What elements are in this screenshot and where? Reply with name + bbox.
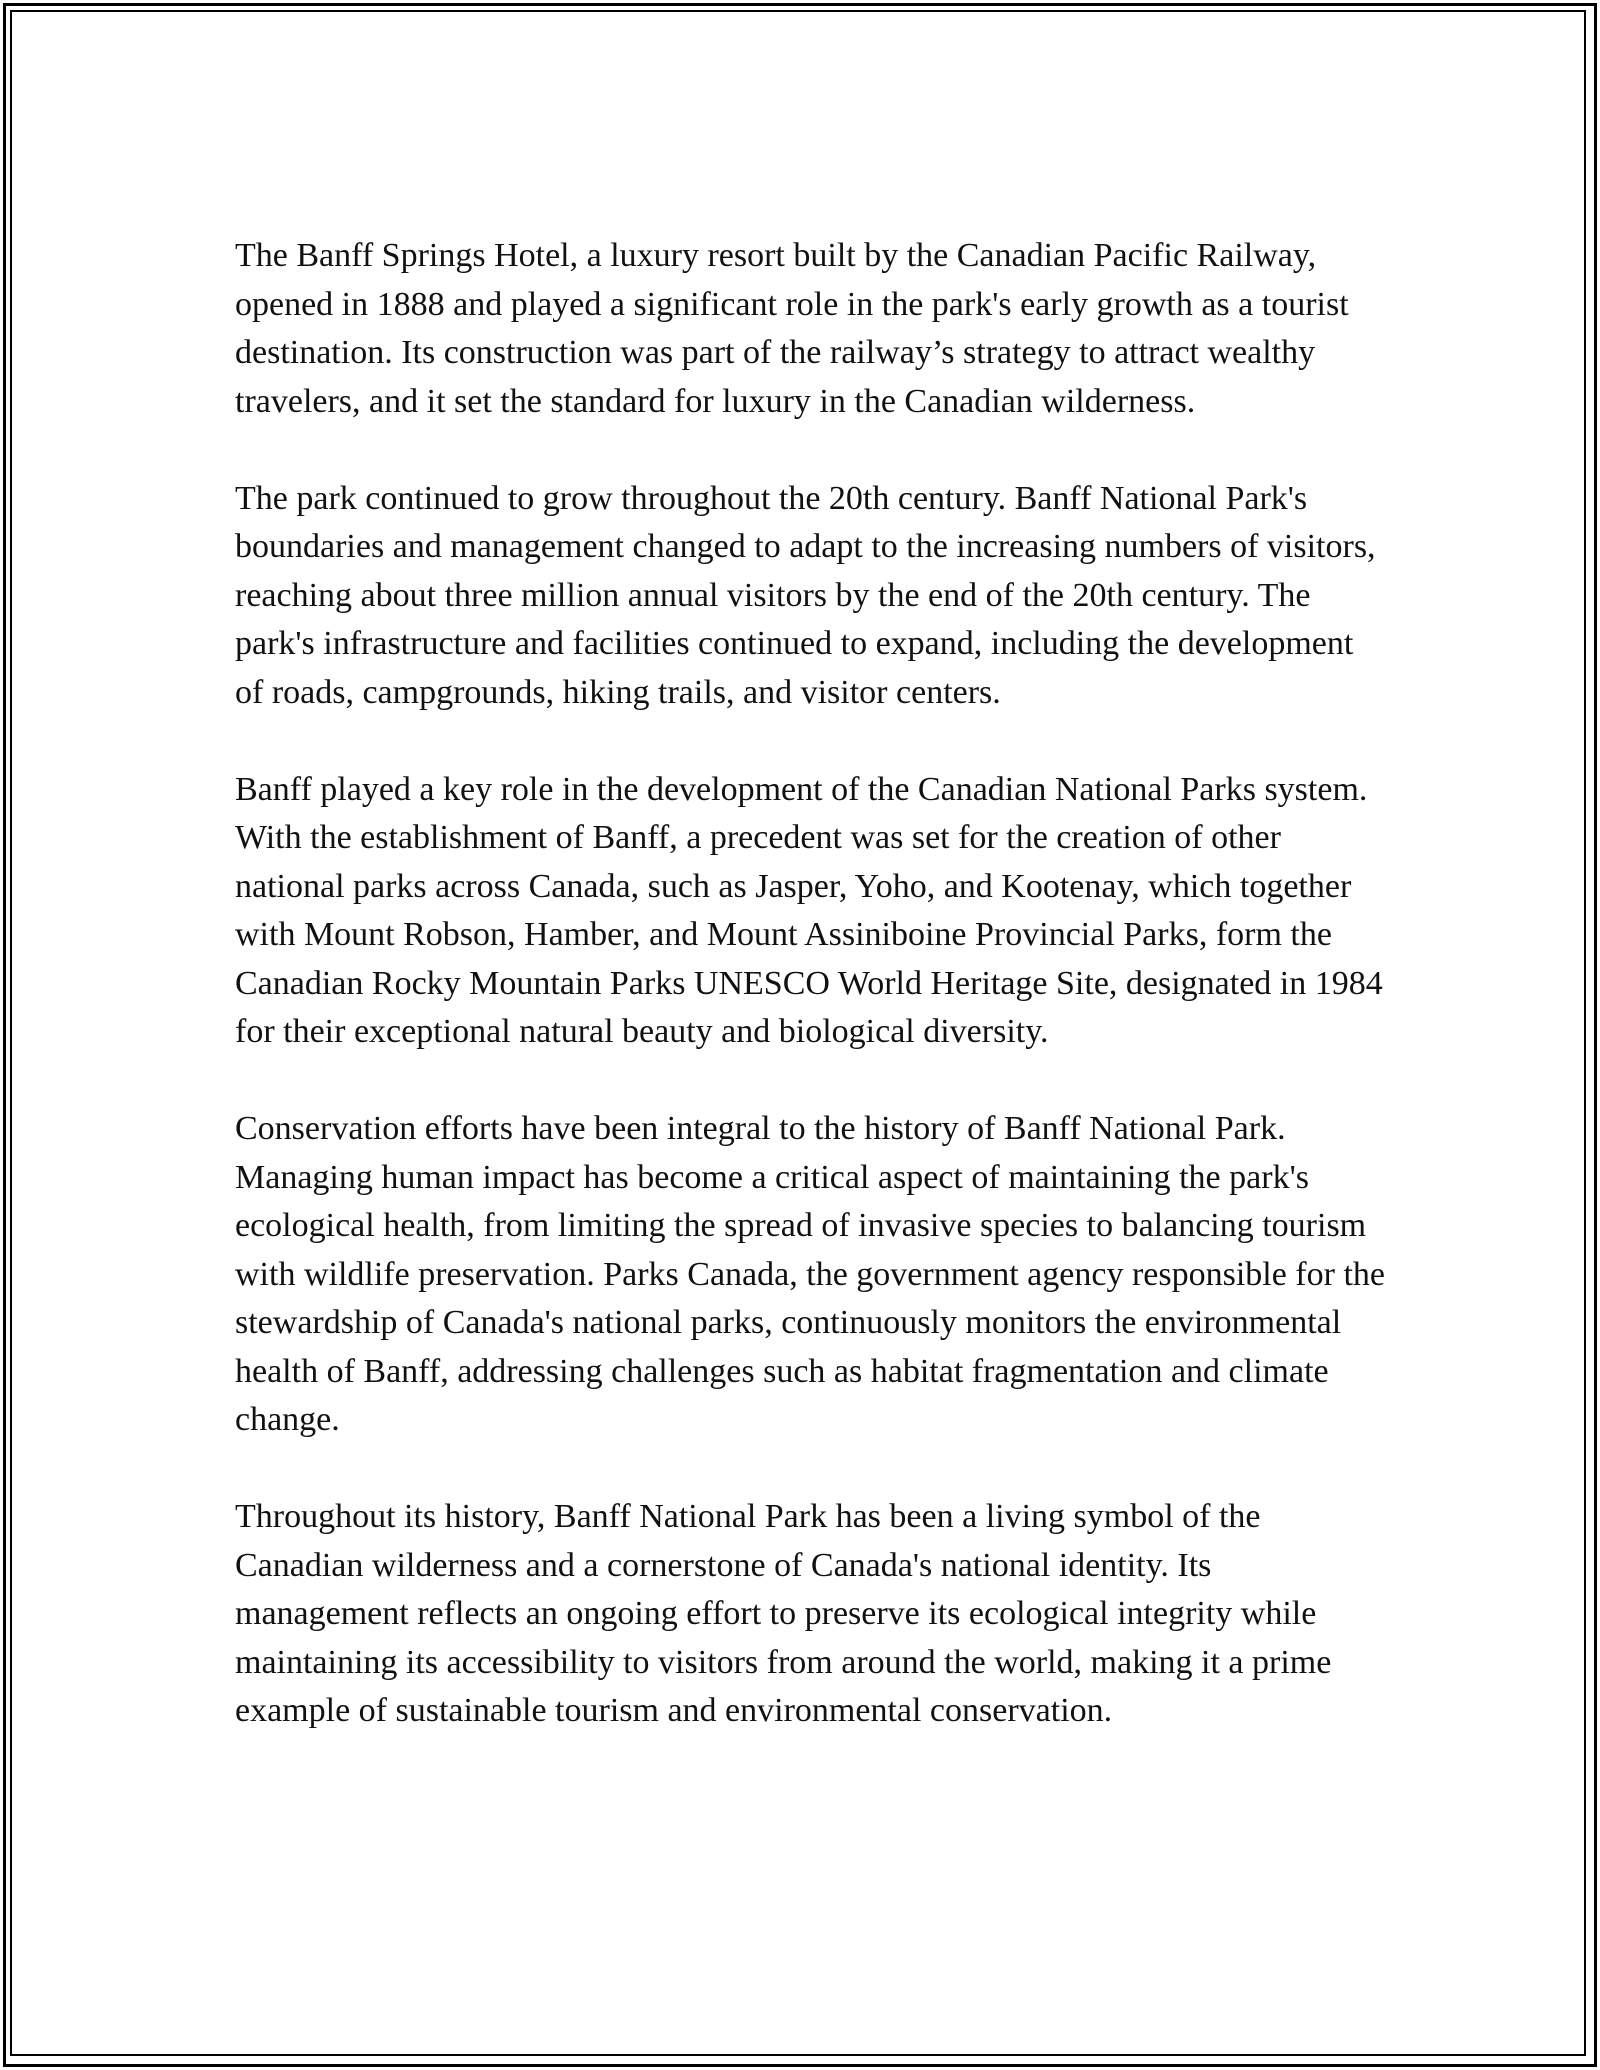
- paragraph-conservation-efforts: Conservation efforts have been integral to the history of Banff National Park. Managing human impact has become a critical aspect of maintaining the park's ecological health, from limiting the spread of invasive species to balancing tourism with wildlife preservation. Parks Canada, the government agency responsible for the stewardship of Canada's national parks, continuously monitors the environmental health of Banff, addressing challenges such as habitat fragmentation and climate change.: [235, 1110, 1385, 1438]
- paragraph-banff-springs-hotel: The Banff Springs Hotel, a luxury resort built by the Canadian Pacific Railway, opened in 1888 and played a significant role in the park's early growth as a tourist destination. Its construction was part of the railway’s strategy to attract wealthy travelers, and it set the standard for luxury in the Canadian wilderness.: [235, 237, 1349, 420]
- paragraph-20th-century-growth: The park continued to grow throughout the 20th century. Banff National Park's boundaries and management changed to adapt to the increasing numbers of visitors, reaching about three million annual visitors by the end of the 20th century. The park's infrastructure and facilities continued to expand, including the development of roads, campgrounds, hiking trails, and visitor centers.: [235, 479, 1376, 711]
- paragraph-national-parks-system: Banff played a key role in the development of the Canadian National Parks system. With the establishment of Banff, a precedent was set for the creation of other national parks across Canada, such as Jasper, Yoho, and Kootenay, which together with Mount Robson, Hamber, and Mount Assiniboine Provincial Parks, form the Canadian Rocky Mountain Parks UNESCO World Heritage Site, designated in 1984 for their exceptional natural beauty and biological diversity.: [235, 770, 1383, 1050]
- paragraph-national-identity: Throughout its history, Banff National Park has been a living symbol of the Canadian wilderness and a cornerstone of Canada's national identity. Its management reflects an ongoing effort to preserve its ecological integrity while maintaining its accessibility to visitors from around the world, making it a prime example of sustainable tourism and environmental conservation.: [235, 1498, 1332, 1729]
- document-body: [235, 232, 1385, 1736]
